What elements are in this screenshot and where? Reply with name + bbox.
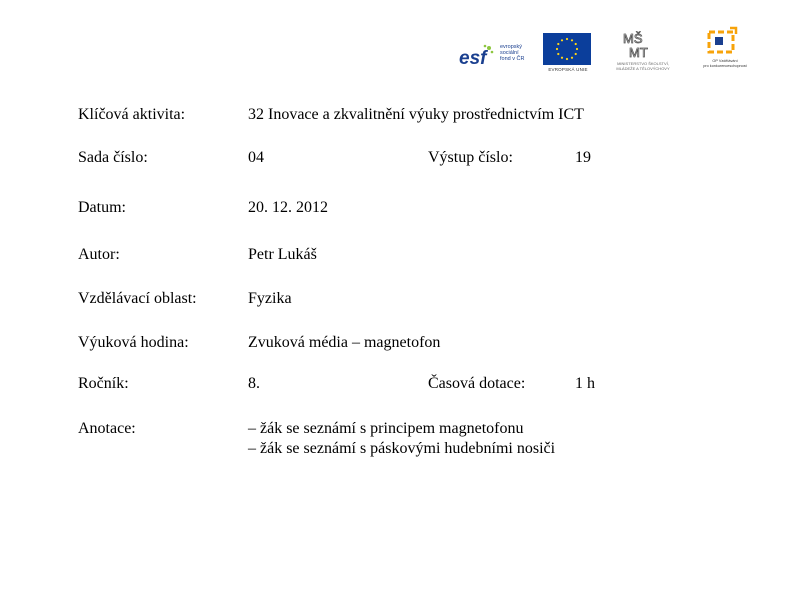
key-activity-label: Klíčová aktivita: (78, 106, 186, 123)
eu-logo (543, 33, 593, 73)
op-logo-mark (703, 26, 741, 58)
annotation-lines (248, 419, 555, 459)
lesson-value: Zvuková média – magnetofon (248, 334, 441, 351)
op-logo (695, 26, 755, 76)
date-label: Datum: (78, 199, 126, 216)
msmt-logo-mark (621, 30, 657, 60)
key-activity-value: 32 Inovace a zkvalitnění výuky prostřednictvím ICT (248, 106, 584, 123)
time-allocation-value: 1 h (575, 375, 595, 392)
logo-strip (455, 26, 755, 78)
output-number-value: 19 (575, 149, 591, 166)
msmt-logo (597, 30, 687, 74)
esf-logo-mark (458, 44, 494, 68)
grade-label: Ročník: (78, 375, 129, 392)
subject-area-value: Fyzika (248, 290, 292, 307)
author-label: Autor: (78, 246, 120, 263)
esf-logo (458, 34, 538, 70)
set-number-label: Sada číslo: (78, 149, 148, 166)
svg-text:MŠ: MŠ (623, 31, 643, 46)
subject-area-label: Vzdělávací oblast: (78, 290, 197, 307)
svg-text:MT: MT (629, 45, 648, 60)
annotation-label: Anotace: (78, 420, 136, 437)
output-number-label: Výstup číslo: (428, 149, 513, 166)
annotation-line: – žák se seznámí s principem magnetofonu (248, 420, 524, 437)
author-value: Petr Lukáš (248, 246, 317, 263)
esf-logo-text: evropský sociální fond v ČR (500, 44, 525, 62)
eu-flag-icon (543, 33, 591, 65)
annotation-line: – žák se seznámí s páskovými hudebními nosiči (248, 440, 556, 457)
lesson-label: Výuková hodina: (78, 334, 189, 351)
set-number-value: 04 (248, 149, 264, 166)
op-logo-caption: OP Vzdělávání pro konkurenceschopnost (703, 59, 747, 68)
grade-value: 8. (248, 375, 260, 392)
time-allocation-label: Časová dotace: (428, 375, 526, 392)
esf-mark-text: esf (459, 48, 487, 68)
date-value: 20. 12. 2012 (248, 199, 328, 216)
msmt-logo-caption: MINISTERSTVO ŠKOLSTVÍ, MLÁDEŽE A TĚLOVÝCHOVY (616, 61, 670, 71)
eu-logo-caption: EVROPSKÁ UNIE (548, 67, 588, 72)
